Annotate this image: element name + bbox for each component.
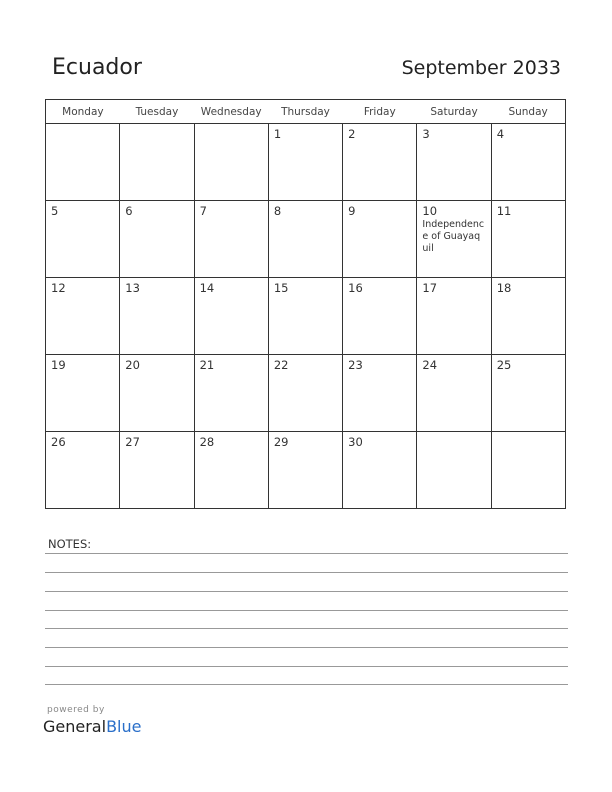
weekday-thursday: Thursday bbox=[268, 100, 342, 124]
day-number: 9 bbox=[348, 204, 356, 218]
notes-line bbox=[45, 591, 568, 592]
weekday-monday: Monday bbox=[46, 100, 120, 124]
notes-line bbox=[45, 647, 568, 648]
day-cell bbox=[194, 201, 268, 278]
day-cell bbox=[491, 278, 565, 355]
day-number: 5 bbox=[51, 204, 59, 218]
country-title: Ecuador bbox=[52, 55, 142, 80]
notes-line bbox=[45, 666, 568, 667]
calendar-grid bbox=[45, 99, 566, 509]
week-row bbox=[46, 124, 566, 201]
generalblue-logo bbox=[43, 717, 141, 736]
day-cell bbox=[46, 278, 120, 355]
notes-line bbox=[45, 684, 568, 685]
day-number: 10 bbox=[422, 204, 438, 218]
day-number: 17 bbox=[422, 281, 438, 295]
day-number: 25 bbox=[496, 358, 512, 372]
day-cell bbox=[417, 201, 491, 278]
day-number: 14 bbox=[199, 281, 215, 295]
day-number: 29 bbox=[273, 435, 289, 449]
day-cell bbox=[194, 432, 268, 509]
notes-line bbox=[45, 628, 568, 629]
day-number: 16 bbox=[348, 281, 363, 295]
day-number bbox=[417, 432, 490, 435]
powered-by-text: powered by bbox=[47, 705, 105, 715]
day-number: 19 bbox=[51, 358, 66, 372]
day-cell bbox=[120, 355, 194, 432]
day-cell bbox=[343, 278, 417, 355]
holiday-label: Independence of Guayaquil bbox=[422, 219, 485, 254]
day-cell bbox=[46, 355, 120, 432]
day-cell bbox=[491, 124, 565, 201]
day-number: 20 bbox=[125, 358, 140, 372]
day-number: 30 bbox=[348, 435, 363, 449]
day-number: 7 bbox=[199, 204, 207, 218]
day-cell bbox=[120, 201, 194, 278]
week-row bbox=[46, 201, 566, 278]
day-cell bbox=[194, 278, 268, 355]
day-cell bbox=[491, 355, 565, 432]
day-cell bbox=[491, 201, 565, 278]
day-number: 8 bbox=[273, 204, 282, 218]
notes-label: NOTES: bbox=[48, 537, 92, 551]
day-cell bbox=[194, 124, 268, 201]
day-number: 1 bbox=[273, 127, 282, 141]
day-cell bbox=[120, 432, 194, 509]
day-cell bbox=[491, 432, 565, 509]
day-number: 3 bbox=[422, 127, 430, 141]
day-number bbox=[492, 432, 565, 435]
day-number: 15 bbox=[273, 281, 289, 295]
day-cell bbox=[417, 432, 491, 509]
day-number: 4 bbox=[496, 127, 505, 141]
day-number: 22 bbox=[273, 358, 289, 372]
day-cell bbox=[343, 201, 417, 278]
day-cell bbox=[417, 278, 491, 355]
day-cell bbox=[46, 124, 120, 201]
day-cell bbox=[268, 432, 342, 509]
day-cell bbox=[120, 124, 194, 201]
day-cell bbox=[120, 278, 194, 355]
week-row bbox=[46, 355, 566, 432]
week-row bbox=[46, 432, 566, 509]
day-number: 6 bbox=[125, 204, 133, 218]
weekday-sunday: Sunday bbox=[491, 100, 565, 124]
day-number: 21 bbox=[199, 358, 215, 372]
notes-line bbox=[45, 610, 568, 611]
day-number: 18 bbox=[496, 281, 512, 295]
notes-line bbox=[45, 572, 568, 573]
day-number: 23 bbox=[348, 358, 363, 372]
day-cell bbox=[268, 355, 342, 432]
day-cell bbox=[417, 355, 491, 432]
day-number: 2 bbox=[348, 127, 356, 141]
day-number bbox=[120, 124, 193, 127]
day-number: 28 bbox=[199, 435, 215, 449]
notes-line bbox=[45, 553, 568, 554]
day-cell bbox=[46, 201, 120, 278]
weekday-saturday: Saturday bbox=[417, 100, 491, 124]
day-cell bbox=[194, 355, 268, 432]
day-cell bbox=[417, 124, 491, 201]
month-title: September 2033 bbox=[401, 57, 561, 79]
day-cell bbox=[268, 201, 342, 278]
weekday-tuesday: Tuesday bbox=[120, 100, 194, 124]
day-number: 12 bbox=[51, 281, 66, 295]
day-number bbox=[46, 124, 119, 127]
logo-blue: Blue bbox=[106, 717, 142, 736]
day-number: 24 bbox=[422, 358, 438, 372]
weekday-header-row bbox=[46, 100, 566, 124]
day-number: 13 bbox=[125, 281, 140, 295]
day-cell bbox=[343, 355, 417, 432]
day-number bbox=[195, 124, 268, 127]
day-cell bbox=[46, 432, 120, 509]
weekday-wednesday: Wednesday bbox=[194, 100, 268, 124]
day-cell bbox=[268, 124, 342, 201]
logo-general: General bbox=[43, 717, 107, 736]
day-cell bbox=[268, 278, 342, 355]
day-number: 27 bbox=[125, 435, 140, 449]
day-number: 11 bbox=[496, 204, 512, 218]
weekday-friday: Friday bbox=[343, 100, 417, 124]
day-cell bbox=[343, 432, 417, 509]
day-cell bbox=[343, 124, 417, 201]
day-number: 26 bbox=[51, 435, 66, 449]
week-row bbox=[46, 278, 566, 355]
